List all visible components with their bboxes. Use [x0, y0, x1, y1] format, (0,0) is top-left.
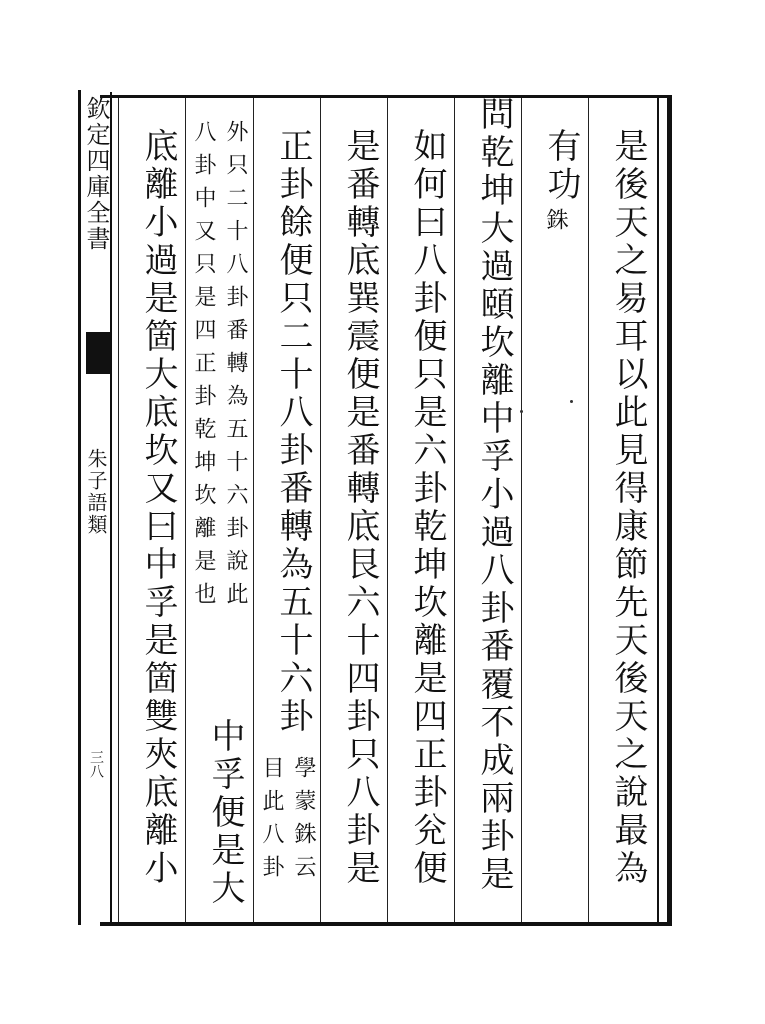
fish-tail-block: [86, 332, 112, 374]
text-column-7-note-b: 八卦中又只是四正卦乾坤坎離是也: [191, 120, 216, 615]
text-column-4: 如何曰八卦便只是六卦乾坤坎離是四正卦兊便: [407, 128, 447, 888]
column-divider: [588, 98, 589, 922]
border-right-outer: [667, 95, 672, 926]
text-column-1: 是後天之易耳以此見得康節先天後天之說最為: [608, 128, 648, 888]
chapter-title: 朱子語類: [84, 448, 108, 536]
page-number: 三八: [88, 750, 104, 778]
scan-speck: [520, 410, 523, 413]
text-column-5: 是番轉底巽震便是番轉底艮六十四卦只八卦是: [340, 128, 380, 888]
text-column-6-note-a: 學蒙銖云: [291, 756, 316, 888]
book-title: 欽定四庫全書: [82, 96, 110, 252]
text-column-2-note: 銖: [543, 208, 568, 241]
text-column-2-main: 有功: [541, 128, 581, 204]
text-column-7-note-a: 外只二十八卦番轉為五十六卦說此: [223, 120, 248, 615]
scan-speck: [570, 400, 573, 403]
border-bottom: [100, 922, 672, 926]
text-column-6-note-b: 目此八卦: [259, 756, 284, 888]
column-divider: [118, 98, 119, 922]
text-column-3: 問乾坤大過頤坎離中孚小過八卦番覆不成兩卦是: [474, 96, 514, 894]
text-column-8: 底離小過是箇大底坎又曰中孚是箇雙夾底離小: [138, 128, 178, 888]
text-column-6: 正卦餘便只二十八卦番轉為五十六卦: [273, 128, 313, 736]
text-column-7-main: 中孚便是大: [205, 718, 245, 908]
